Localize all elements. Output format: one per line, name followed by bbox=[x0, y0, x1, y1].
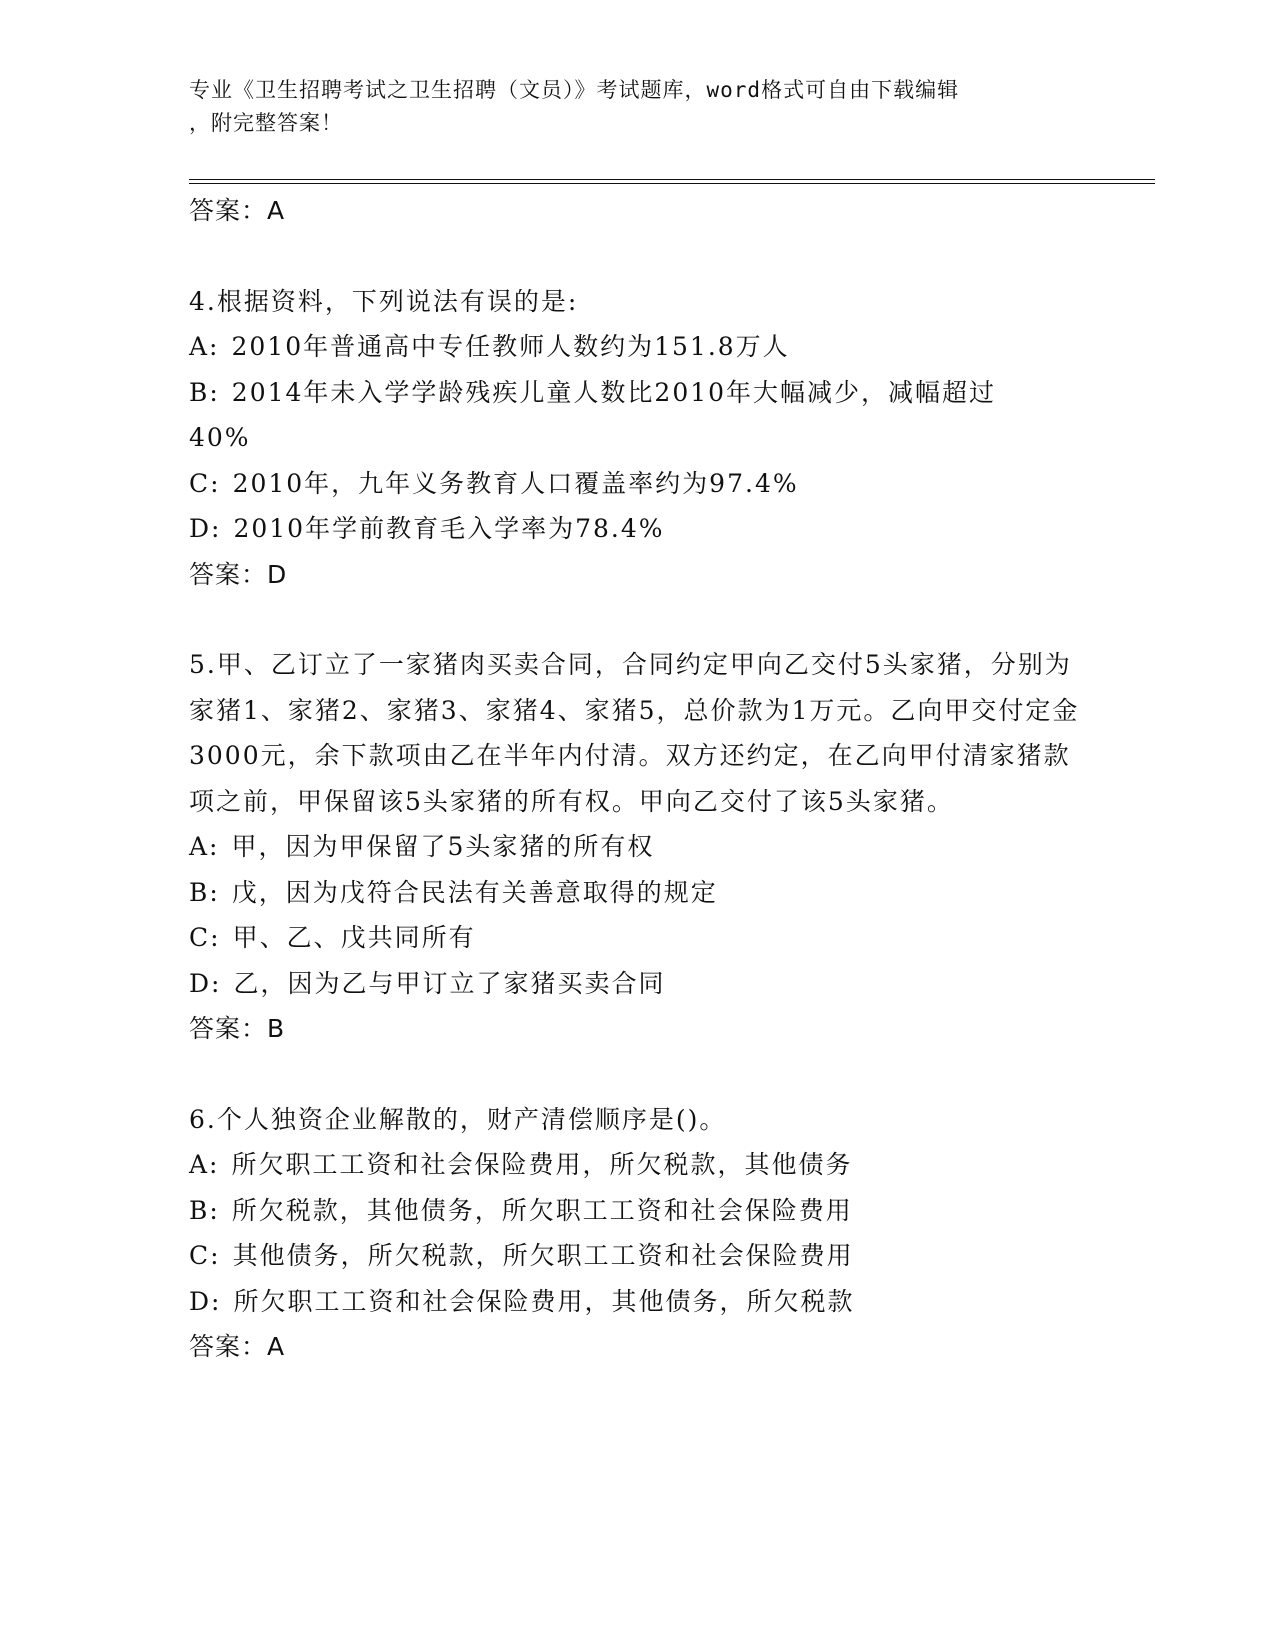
header-rule-top bbox=[189, 179, 1155, 180]
option-b bbox=[189, 870, 1089, 916]
option-b bbox=[189, 1188, 1089, 1234]
option-label: C: bbox=[189, 1241, 221, 1270]
header-rule-bottom bbox=[189, 183, 1155, 184]
question-5 bbox=[189, 642, 1089, 1052]
option-text: 2010年普通高中专任教师人数约为151.8万人 bbox=[231, 332, 790, 361]
document-body bbox=[189, 188, 1089, 1370]
page-header: 专业《卫生招聘考试之卫生招聘（文员）》考试题库，word格式可自由下载编辑 ，附完整答案！ bbox=[189, 78, 960, 135]
option-d bbox=[189, 1279, 1089, 1325]
question-6 bbox=[189, 1097, 1089, 1370]
option-a bbox=[189, 324, 1089, 370]
option-c bbox=[189, 915, 1089, 961]
option-text: 2010年学前教育毛入学率为78.4% bbox=[233, 514, 665, 543]
answer: 答案：A bbox=[189, 1332, 286, 1361]
option-d bbox=[189, 961, 1089, 1007]
option-label: A: bbox=[189, 1150, 220, 1179]
option-text: 甲，因为甲保留了5头家猪的所有权 bbox=[231, 832, 655, 861]
previous-answer: 答案：A bbox=[189, 196, 286, 225]
option-text: 所欠税款，其他债务，所欠职工工资和社会保险费用 bbox=[231, 1195, 853, 1225]
option-a bbox=[189, 1142, 1089, 1188]
answer: 答案：B bbox=[189, 1014, 286, 1043]
option-label: C: bbox=[189, 468, 221, 498]
option-label: C: bbox=[189, 923, 221, 952]
question-stem: 4.根据资料，下列说法有误的是: bbox=[189, 286, 579, 316]
option-text: 乙，因为乙与甲订立了家猪买卖合同 bbox=[233, 968, 666, 998]
option-text: 2014年未入学学龄残疾儿童人数比2010年大幅减少，减幅超过 bbox=[231, 377, 997, 407]
option-label: A: bbox=[189, 332, 220, 361]
option-label: B: bbox=[189, 877, 220, 907]
option-text: 所欠职工工资和社会保险费用，其他债务，所欠税款 bbox=[233, 1286, 855, 1316]
question-stem: 6.个人独资企业解散的，财产清偿顺序是()。 bbox=[189, 1104, 727, 1134]
option-text: 甲、乙、戊共同所有 bbox=[232, 923, 476, 952]
option-label: D: bbox=[189, 1286, 222, 1316]
question-4 bbox=[189, 279, 1089, 598]
option-c bbox=[189, 461, 1089, 507]
option-text: 戊，因为戊符合民法有关善意取得的规定 bbox=[231, 877, 718, 907]
option-label: D: bbox=[189, 968, 222, 998]
option-text: 其他债务，所欠税款，所欠职工工资和社会保险费用 bbox=[232, 1241, 854, 1270]
option-label: D: bbox=[189, 514, 222, 543]
option-text: 所欠职工工资和社会保险费用，所欠税款，其他债务 bbox=[231, 1150, 853, 1179]
option-a bbox=[189, 824, 1089, 870]
option-text: 2010年，九年义务教育人口覆盖率约为97.4% bbox=[232, 468, 799, 498]
option-label: B: bbox=[189, 377, 220, 407]
option-c bbox=[189, 1233, 1089, 1279]
option-label: A: bbox=[189, 832, 220, 861]
question-stem: 5.甲、乙订立了一家猪肉买卖合同，合同约定甲向乙交付5头家猪，分别为家猪1、家猪2、家猪3、家猪4、家猪5，总价款为1万元。乙向甲交付定金3000元，余下款项由乙在半年内付清。双方还约定，在乙向甲付清家猪款项之前，甲保留该5头家猪的所有权。甲向乙交付了该5头家猪。 bbox=[189, 650, 1080, 816]
option-b bbox=[189, 370, 1089, 416]
option-label: B: bbox=[189, 1195, 220, 1225]
option-d bbox=[189, 506, 1089, 552]
answer: 答案：D bbox=[189, 559, 288, 589]
option-b-continued: 40% bbox=[189, 423, 251, 452]
